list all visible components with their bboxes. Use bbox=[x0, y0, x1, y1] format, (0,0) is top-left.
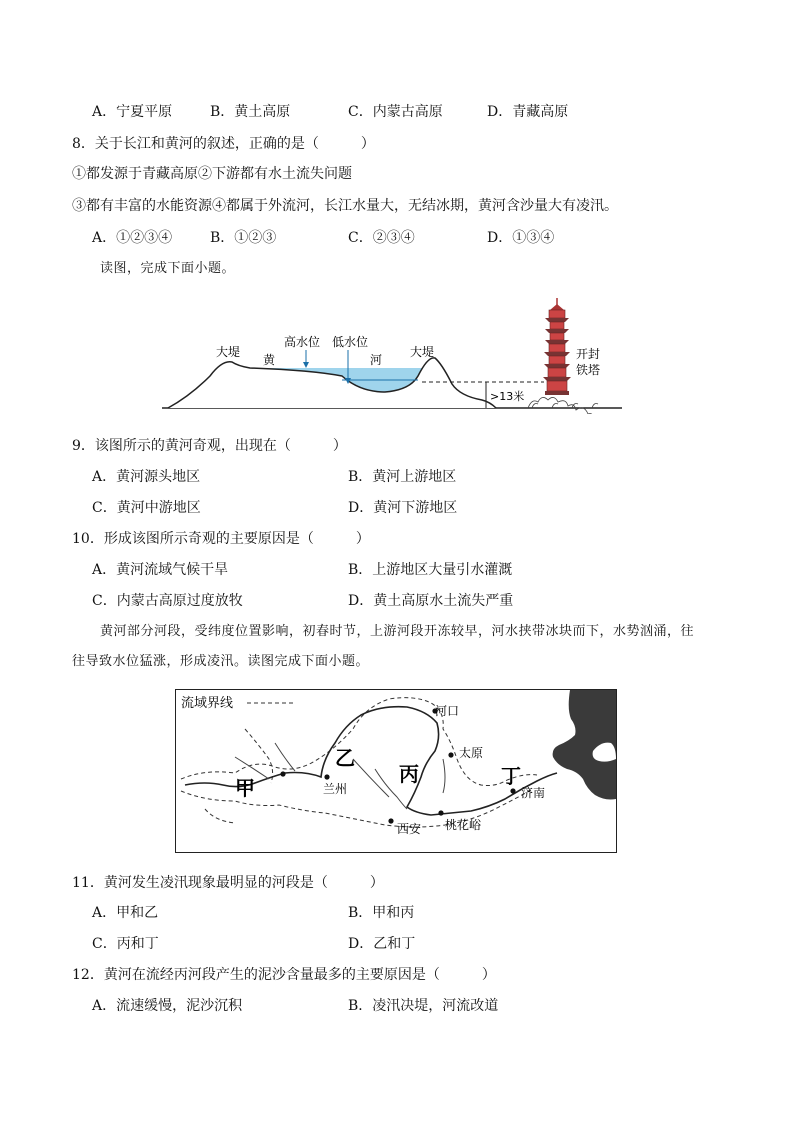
figure-river-cross-section bbox=[160, 296, 630, 414]
legend-basin-boundary: 流域界线 bbox=[181, 696, 234, 711]
shrubs-icon bbox=[528, 397, 598, 414]
q10-option-d: D．黄土高原水土流失严重 bbox=[348, 593, 514, 609]
city-jinan: 济南 bbox=[521, 786, 546, 800]
q12-stem: 12．黄河在流经丙河段产生的泥沙含量最多的主要原因是（ ） bbox=[72, 967, 496, 983]
label-levee-left: 大堤 bbox=[216, 345, 241, 359]
city-taiyuan: 太原 bbox=[459, 746, 484, 760]
pagoda-icon bbox=[543, 298, 571, 395]
q11-option-d: D．乙和丁 bbox=[348, 936, 416, 952]
q7-option-b: B．黄土高原 bbox=[210, 104, 291, 120]
q9-option-d: D．黄河下游地区 bbox=[348, 500, 458, 516]
city-taohuayu: 桃花峪 bbox=[445, 818, 482, 832]
q7-option-d: D．青藏高原 bbox=[487, 104, 569, 120]
label-low-water: 低水位 bbox=[332, 335, 369, 349]
label-tower-1: 开封 bbox=[576, 347, 601, 361]
city-lanzhou: 兰州 bbox=[323, 782, 348, 796]
q10-stem: 10．形成该图所示奇观的主要原因是（ ） bbox=[72, 531, 370, 547]
q8-stem: 8．关于长江和黄河的叙述，正确的是（ ） bbox=[72, 136, 375, 152]
q11-option-c: C．丙和丁 bbox=[92, 936, 159, 952]
q8-option-a: A．①②③④ bbox=[92, 230, 173, 246]
label-tower-2: 铁塔 bbox=[576, 363, 601, 377]
q10-option-b: B．上游地区大量引水灌溉 bbox=[348, 562, 513, 578]
q8-option-d: D．①③④ bbox=[487, 230, 555, 246]
q12-option-b: B．凌汛决堤，河流改道 bbox=[348, 998, 499, 1014]
label-river-char-1: 黄 bbox=[263, 353, 276, 367]
city-hekou: 河口 bbox=[435, 704, 460, 718]
q8-statement-2: ③都有丰富的水能资源④都属于外流河，长江水量大，无结冰期，黄河含沙量大有凌汛。 bbox=[72, 198, 618, 214]
q11-option-b: B．甲和丙 bbox=[348, 905, 415, 921]
q9-option-c: C．黄河中游地区 bbox=[92, 500, 201, 516]
q11-option-a: A．甲和乙 bbox=[92, 905, 159, 921]
q7-option-c: C．内蒙古高原 bbox=[348, 104, 443, 120]
section-ding: 丁 bbox=[501, 764, 521, 788]
q8-option-b: B．①②③ bbox=[210, 230, 277, 246]
q12-option-a: A．流速缓慢，泥沙沉积 bbox=[92, 998, 243, 1014]
q9-option-a: A．黄河源头地区 bbox=[92, 469, 201, 485]
label-levee-right: 大堤 bbox=[410, 345, 435, 359]
q9-stem: 9．该图所示的黄河奇观，出现在（ ） bbox=[72, 438, 347, 454]
q8-statement-1: ①都发源于青藏高原②下游都有水土流失问题 bbox=[72, 166, 352, 182]
q9-option-b: B．黄河上游地区 bbox=[348, 469, 457, 485]
section-jia: 甲 bbox=[235, 776, 255, 800]
q10-option-c: C．内蒙古高原过度放牧 bbox=[92, 593, 243, 609]
intro-ice-flood-line-2: 往导致水位猛涨，形成凌汛。读图完成下面小题。 bbox=[72, 654, 370, 669]
section-bing: 丙 bbox=[399, 762, 419, 786]
section-yi: 乙 bbox=[335, 746, 355, 770]
q11-stem: 11．黄河发生凌汛现象最明显的河段是（ ） bbox=[72, 875, 384, 891]
intro-ice-flood-line-1: 黄河部分河段，受纬度位置影响，初春时节，上游河段开冻较早，河水挟带冰块而下，水势汹涌，往 bbox=[100, 624, 695, 639]
figure-yellow-river-map bbox=[175, 689, 617, 853]
q8-option-c: C．②③④ bbox=[348, 230, 415, 246]
label-height: >13米 bbox=[490, 390, 525, 403]
intro-read-figure-1: 读图，完成下面小题。 bbox=[100, 261, 236, 276]
label-river-char-2: 河 bbox=[370, 353, 383, 367]
city-xian: 西安 bbox=[397, 822, 422, 836]
q10-option-a: A．黄河流域气候干旱 bbox=[92, 562, 229, 578]
q7-option-a: A．宁夏平原 bbox=[92, 104, 173, 120]
label-high-water: 高水位 bbox=[284, 335, 321, 349]
